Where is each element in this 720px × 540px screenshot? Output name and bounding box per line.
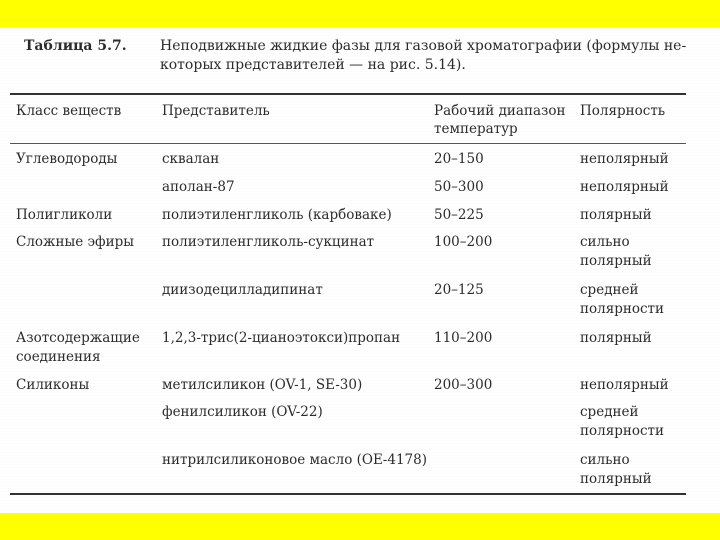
- row8-polarity-line2: полярности: [580, 423, 665, 439]
- row1-polarity: неполярный: [580, 151, 669, 167]
- header-bottom-rule: [10, 143, 686, 144]
- row6-class-line1: Азотсодержащие: [16, 330, 140, 346]
- row3-class: Полигликоли: [16, 207, 113, 223]
- row9-polarity-line1: сильно: [580, 452, 630, 468]
- row5-range: 20–125: [434, 282, 484, 298]
- row6-range: 110–200: [434, 330, 493, 346]
- row5-polarity-line2: полярности: [580, 301, 665, 317]
- header-range-line2: температур: [434, 121, 518, 137]
- top-yellow-band: [0, 0, 720, 27]
- row2-polarity: неполярный: [580, 179, 669, 195]
- row1-class: Углеводороды: [16, 151, 118, 167]
- row6-polarity: полярный: [580, 330, 652, 346]
- row6-class-line2: соединения: [16, 349, 101, 365]
- table-title-line2: которых представителей — на рис. 5.14).: [160, 57, 466, 73]
- row8-polarity-line1: средней: [580, 404, 639, 420]
- row2-range: 50–300: [434, 179, 484, 195]
- row4-representative: полиэтиленгликоль-сукцинат: [162, 234, 375, 250]
- row5-polarity-line1: средней: [580, 282, 639, 298]
- row1-range: 20–150: [434, 151, 484, 167]
- row3-range: 50–225: [434, 207, 484, 223]
- scanned-page: [0, 27, 720, 513]
- table-title-line1: Неподвижные жидкие фазы для газовой хроматографии (формулы не-: [160, 38, 687, 54]
- row2-representative: аполан-87: [162, 179, 235, 195]
- row7-class: Силиконы: [16, 377, 90, 393]
- header-polarity: Полярность: [580, 103, 666, 119]
- row7-polarity: неполярный: [580, 377, 669, 393]
- row9-polarity-line2: полярный: [580, 471, 652, 487]
- bottom-yellow-band: [0, 513, 720, 540]
- row4-polarity-line1: сильно: [580, 234, 630, 250]
- table-title: [160, 37, 700, 75]
- table-bottom-rule: [10, 493, 686, 495]
- row7-range: 200–300: [434, 377, 493, 393]
- header-range-line1: Рабочий диапазон: [434, 103, 566, 119]
- row3-polarity: полярный: [580, 207, 652, 223]
- row9-representative: нитрилсиликоновое масло (ОЕ-4178): [162, 452, 427, 468]
- row1-representative: сквалан: [162, 151, 220, 167]
- row4-polarity-line2: полярный: [580, 253, 652, 269]
- table-top-rule: [10, 93, 686, 95]
- row7-representative: метилсиликон (OV-1, SE-30): [162, 377, 363, 393]
- row5-representative: диизодецилладипинат: [162, 282, 323, 298]
- row4-range: 100–200: [434, 234, 493, 250]
- row6-representative: 1,2,3-трис(2-цианоэтокси)пропан: [162, 330, 401, 346]
- row4-class: Сложные эфиры: [16, 234, 134, 250]
- header-representative: Представитель: [162, 103, 270, 119]
- row8-representative: фенилсиликон (OV-22): [162, 404, 323, 420]
- row3-representative: полиэтиленгликоль (карбоваке): [162, 207, 392, 223]
- table-number: Таблица 5.7.: [24, 38, 127, 54]
- header-class: Класс веществ: [16, 103, 122, 119]
